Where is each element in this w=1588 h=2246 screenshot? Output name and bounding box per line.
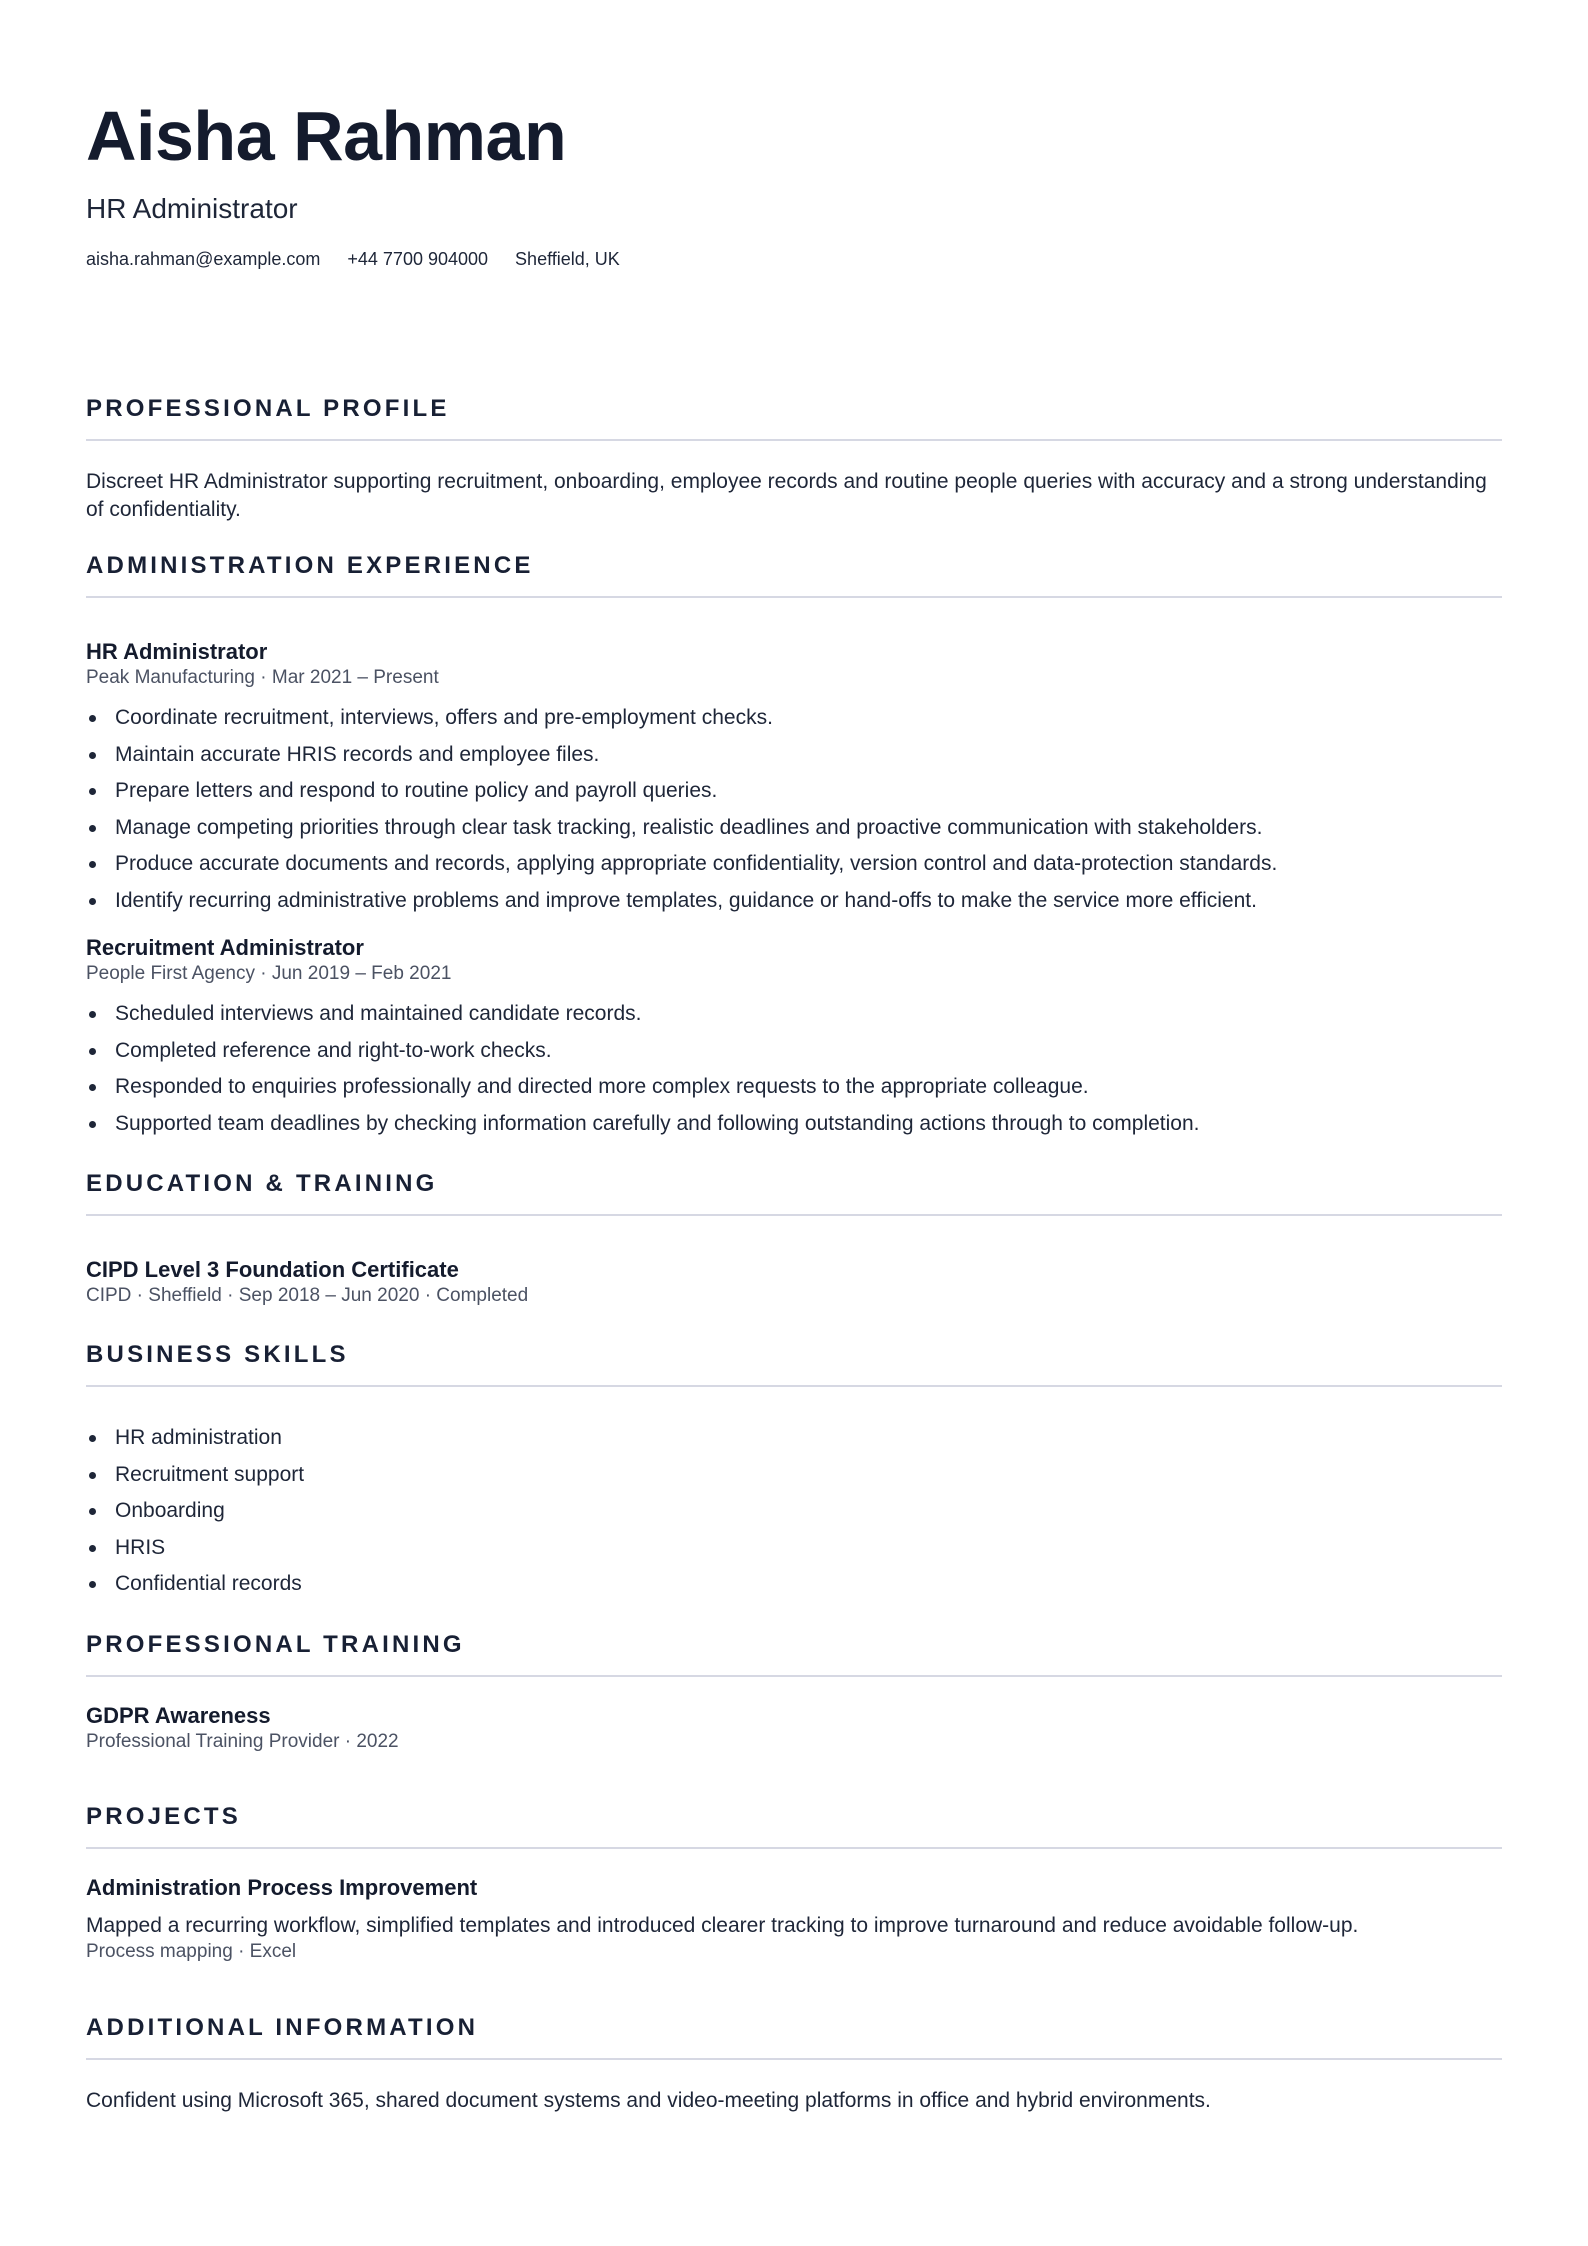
list-item: Scheduled interviews and maintained candidate records. [115, 996, 1502, 1033]
section-divider [86, 1675, 1502, 1677]
section-profile [86, 394, 1502, 524]
section-divider [86, 2058, 1502, 2060]
section-experience [86, 551, 1502, 1142]
list-item: Manage competing priorities through clear task tracking, realistic deadlines and proactive communication with stakeholders. [115, 810, 1502, 847]
section-divider [86, 596, 1502, 598]
project-entry [86, 1874, 1502, 1964]
section-additional [86, 2013, 1502, 2115]
section-education [86, 1169, 1502, 1308]
job-title: HR Administrator [86, 639, 268, 664]
job-title: Recruitment Administrator [86, 935, 364, 960]
skills-list [86, 1420, 1502, 1603]
project-meta: Process mapping · Excel [86, 1940, 297, 1962]
additional-text: Confident using Microsoft 365, shared document systems and video-meeting platforms in office and hybrid environments. [86, 2088, 1211, 2112]
list-item: HRIS [115, 1530, 1502, 1567]
list-item: Maintain accurate HRIS records and employee files. [115, 737, 1502, 774]
resume-header [86, 96, 1502, 270]
section-heading-experience: ADMINISTRATION EXPERIENCE [86, 552, 534, 579]
training-entry [86, 1702, 1502, 1754]
profile-text: Discreet HR Administrator supporting recruitment, onboarding, employee records and routine people queries with accuracy and a strong understanding of confidentiality. [86, 470, 1487, 521]
contact-email: aisha.rahman@example.com [86, 249, 321, 269]
section-heading-projects: PROJECTS [86, 1802, 241, 1830]
section-divider [86, 1214, 1502, 1216]
section-heading-additional: ADDITIONAL INFORMATION [86, 2013, 479, 2041]
job-entry [86, 638, 1502, 919]
education-entry [86, 1256, 1502, 1308]
candidate-name: Aisha Rahman [86, 97, 567, 175]
list-item: Confidential records [115, 1566, 1502, 1603]
section-projects [86, 1802, 1502, 1964]
section-skills [86, 1340, 1502, 1603]
contact-line [86, 248, 1502, 270]
section-divider [86, 1847, 1502, 1849]
project-description: Mapped a recurring workflow, simplified templates and introduced clearer tracking to improve turnaround and reduce avoidable follow-up. [86, 1913, 1359, 1937]
list-item: Identify recurring administrative problems and improve templates, guidance or hand-offs to make the service more efficient. [115, 883, 1502, 920]
list-item: Coordinate recruitment, interviews, offers and pre-employment checks. [115, 700, 1502, 737]
section-heading-training: PROFESSIONAL TRAINING [86, 1630, 465, 1658]
section-heading-skills: BUSINESS SKILLS [86, 1341, 349, 1368]
section-divider [86, 1385, 1502, 1387]
list-item: Supported team deadlines by checking information carefully and following outstanding actions through to completion. [115, 1106, 1502, 1143]
list-item: Onboarding [115, 1493, 1502, 1530]
section-heading-education: EDUCATION & TRAINING [86, 1170, 438, 1197]
section-divider [86, 439, 1502, 441]
section-training [86, 1630, 1502, 1754]
education-title: CIPD Level 3 Foundation Certificate [86, 1257, 459, 1282]
contact-location: Sheffield, UK [515, 249, 620, 269]
project-title: Administration Process Improvement [86, 1874, 478, 1900]
list-item: HR administration [115, 1420, 1502, 1457]
job-bullets [86, 700, 1502, 919]
list-item: Completed reference and right-to-work checks. [115, 1033, 1502, 1070]
section-heading-profile: PROFESSIONAL PROFILE [86, 395, 450, 422]
contact-phone: +44 7700 904000 [347, 249, 489, 269]
job-entry [86, 934, 1502, 1142]
list-item: Produce accurate documents and records, applying appropriate confidentiality, version control and data-protection standards. [115, 846, 1502, 883]
job-meta: People First Agency · Jun 2019 – Feb 2021 [86, 963, 452, 984]
education-meta: CIPD · Sheffield · Sep 2018 – Jun 2020 · Completed [86, 1285, 529, 1306]
candidate-title: HR Administrator [86, 193, 298, 224]
list-item: Responded to enquiries professionally and directed more complex requests to the appropriate colleague. [115, 1069, 1502, 1106]
training-title: GDPR Awareness [86, 1702, 271, 1728]
list-item: Prepare letters and respond to routine policy and payroll queries. [115, 773, 1502, 810]
job-meta: Peak Manufacturing · Mar 2021 – Present [86, 667, 439, 688]
list-item: Recruitment support [115, 1457, 1502, 1494]
training-meta: Professional Training Provider · 2022 [86, 1730, 399, 1752]
job-bullets [86, 996, 1502, 1142]
